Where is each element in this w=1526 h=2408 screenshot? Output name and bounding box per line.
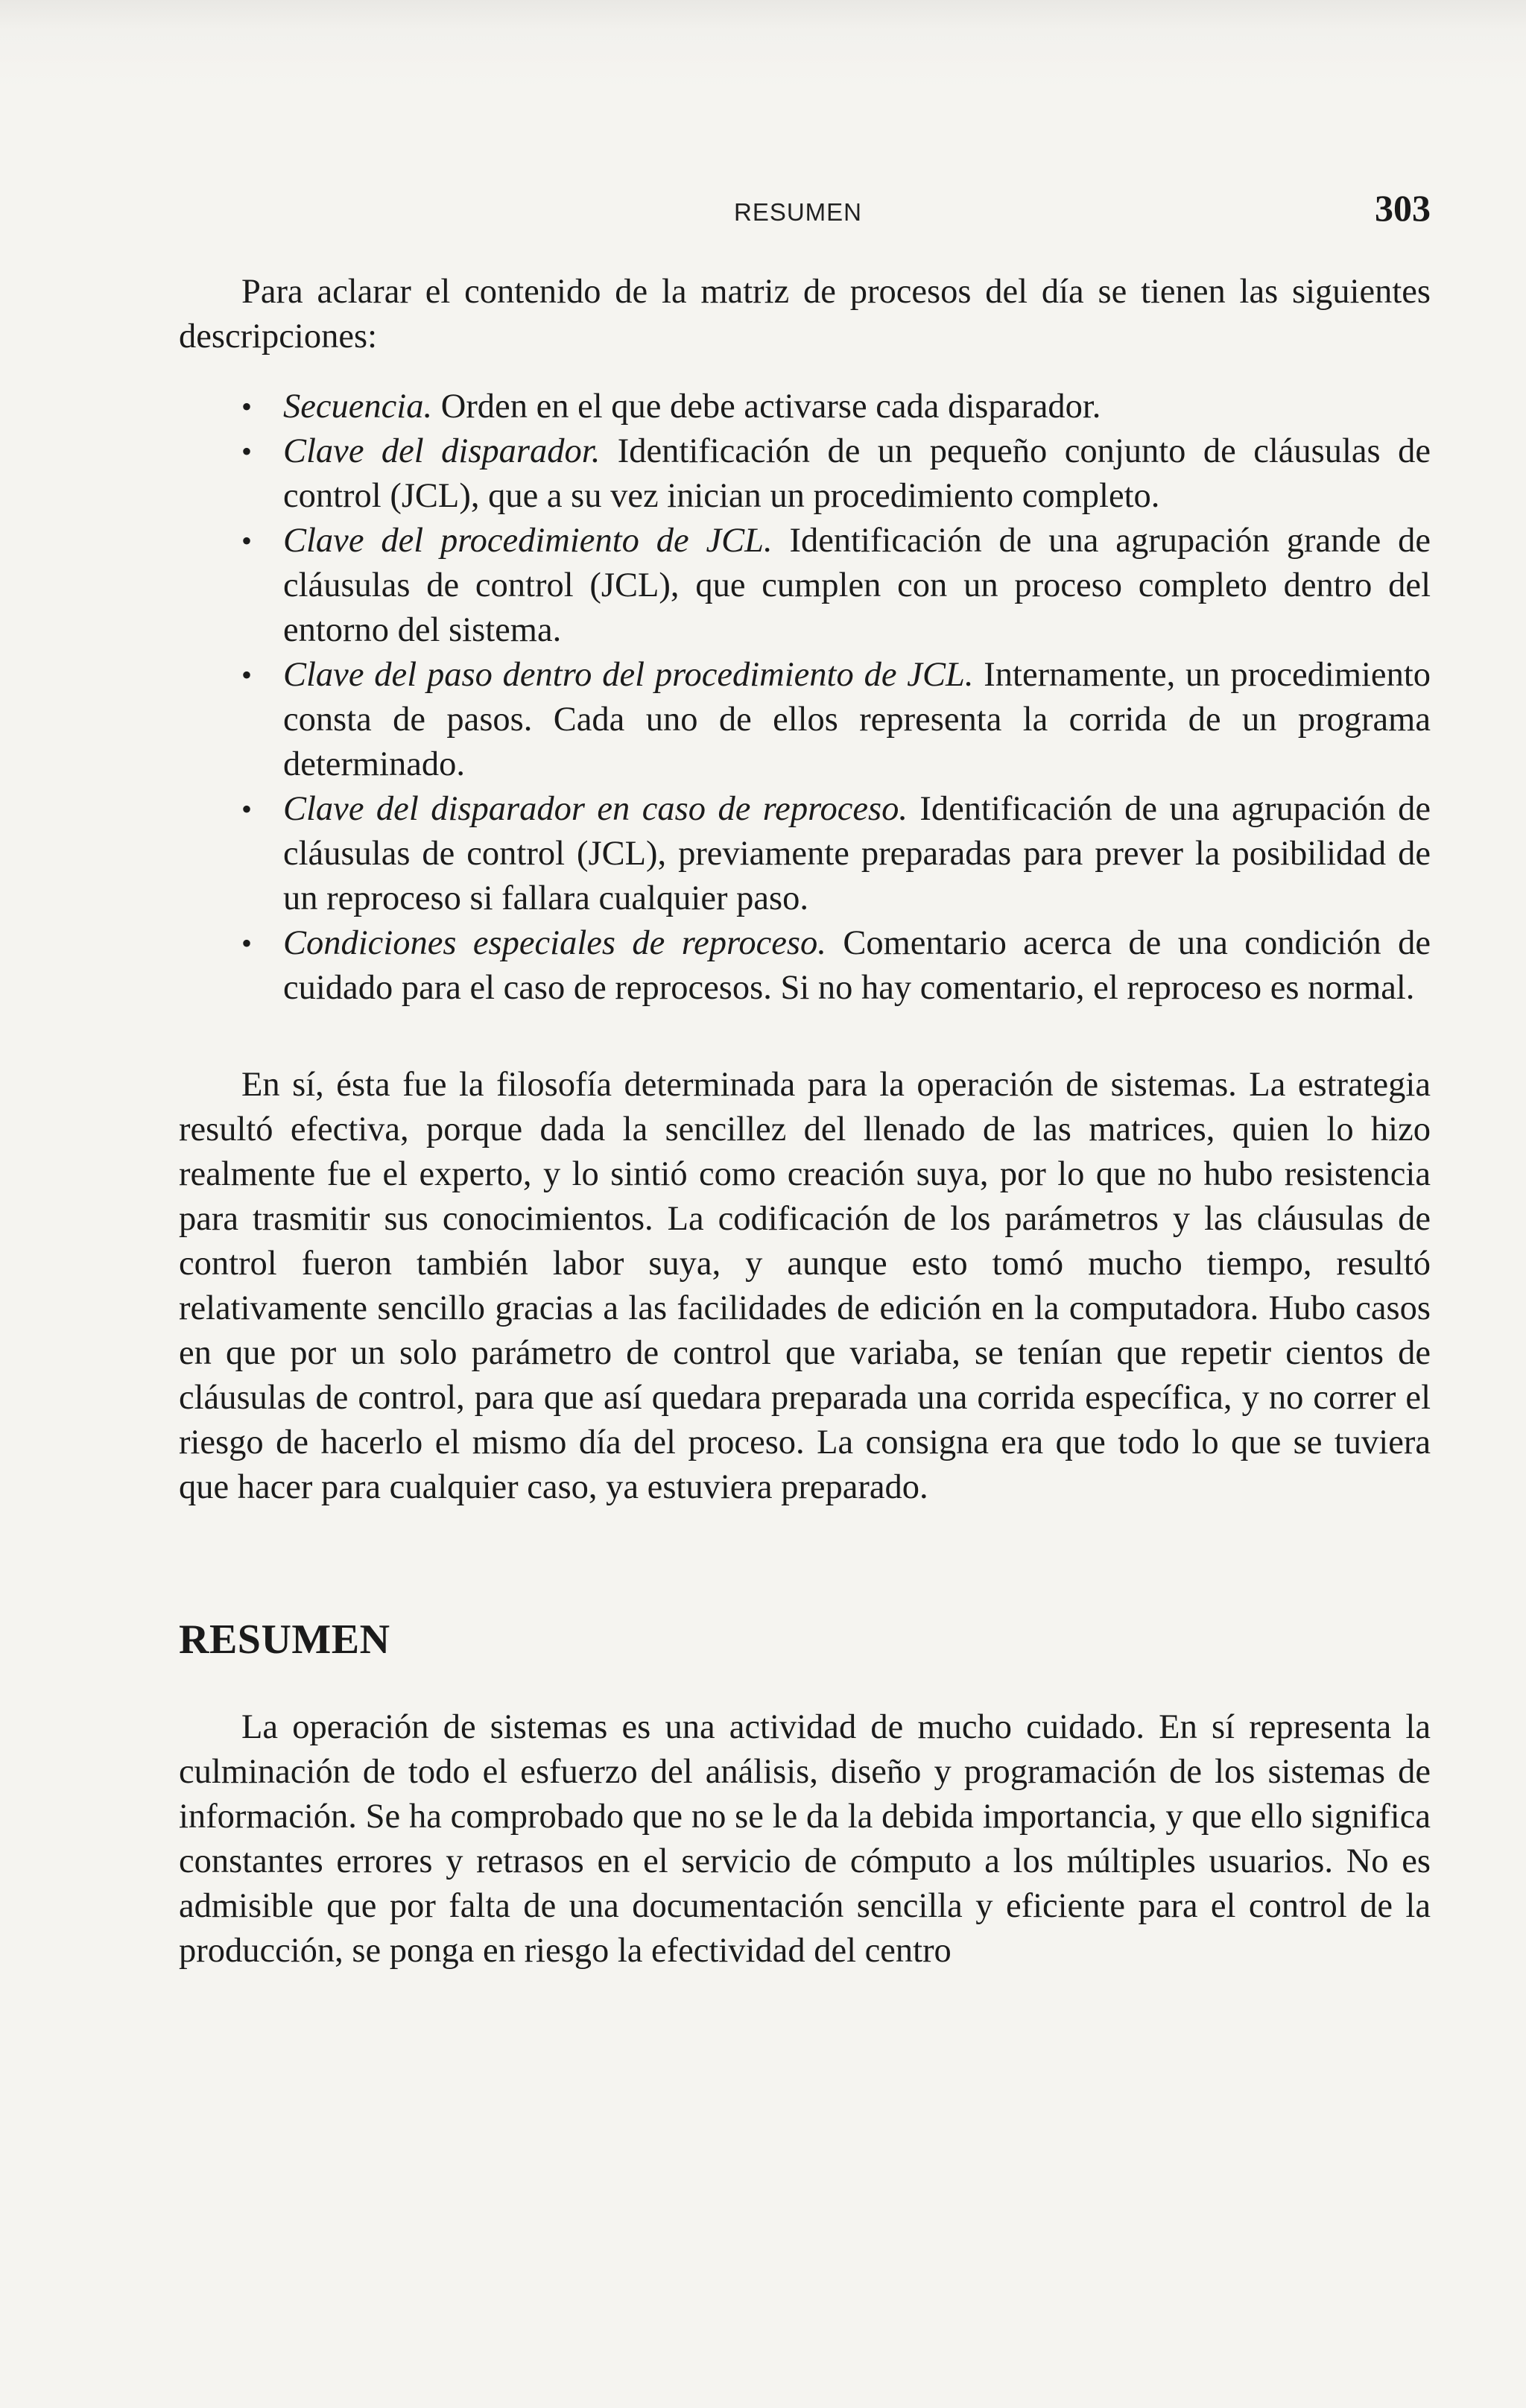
list-item-term: Clave del disparador en caso de reproceso. [283,790,908,828]
list-item-text: Internamente, un procedimiento consta de pasos. Cada uno de ellos representa la corrida de un programa determinado. [283,656,1431,783]
description-list [179,385,1431,1011]
bullet-icon: • [241,524,253,557]
body-text [179,270,1431,1974]
list-item [179,653,1431,787]
list-item-text: Comentario acerca de una condición de cuidado para el caso de reprocesos. Si no hay comentario, el reproceso es normal. [283,924,1431,1007]
bullet-icon: • [241,792,253,826]
bullet-icon: • [241,926,253,960]
list-item-term: Clave del procedimiento de JCL. [283,522,773,560]
intro-paragraph: Para aclarar el contenido de la matriz de procesos del día se tienen las siguientes descripciones: [179,273,1431,355]
bullet-icon: • [241,658,253,692]
list-item-text: Identificación de un pequeño conjunto de cláusulas de control (JCL), que a su vez inician un procedimiento completo. [283,432,1431,515]
summary-paragraph: La operación de sistemas es una actividad de mucho cuidado. En sí representa la culminación de todo el esfuerzo del análisis, diseño y programación de los sistemas de información. Se ha comprobado que no se le da la debida importancia, y que ello significa constantes errores y retrasos en el servicio de cómputo a los múltiples usuarios. No es admisible que por falta de una documentación sencilla y eficiente para el control de la producción, se ponga en riesgo la efectividad del centro [179,1708,1431,1970]
list-item-term: Clave del paso dentro del procedimiento de JCL. [283,656,974,694]
list-item [179,385,1431,429]
list-item-term: Secuencia. [283,388,433,426]
running-title: RESUMEN [734,198,863,226]
section-heading: RESUMEN [179,1617,390,1663]
list-item [179,921,1431,1011]
bullet-icon: • [241,434,253,468]
list-item-term: Condiciones especiales de reproceso. [283,924,826,962]
list-item [179,429,1431,519]
running-header [179,186,1431,238]
page-number: 303 [1375,187,1431,229]
philosophy-paragraph: En sí, ésta fue la filosofía determinada para la operación de sistemas. La estrategia resultó efectiva, porque dada la sencillez del llenado de las matrices, quien lo hizo realmente fue el experto, y lo sintió como creación suya, por lo que no hubo resistencia para trasmitir sus conocimientos. La codificación de los parámetros y las cláusulas de control fueron también labor suya, y aunque esto tomó mucho tiempo, resultó relativamente sencillo gracias a las facilidades de edición en la computadora. Hubo casos en que por un solo parámetro de control que variaba, se tenían que repetir cientos de cláusulas de control, para que así quedara preparada una corrida específica, y no correr el riesgo de hacerlo el mismo día del proceso. La consigna era que todo lo que se tuviera que hacer para cualquier caso, ya estuviera preparado. [179,1066,1431,1506]
bullet-icon: • [241,390,253,423]
list-item [179,787,1431,921]
list-item-text: Orden en el que debe activarse cada disparador. [432,388,1101,426]
list-item-text: Identificación de una agrupación grande de cláusulas de control (JCL), que cumplen con un proceso completo dentro del entorno del sistema. [283,522,1431,649]
list-item [179,519,1431,653]
list-item-term: Clave del disparador. [283,432,601,470]
list-item-text: Identificación de una agrupación de cláusulas de control (JCL), previamente preparadas para prever la posibilidad de un reproceso si fallara cualquier paso. [283,790,1431,917]
